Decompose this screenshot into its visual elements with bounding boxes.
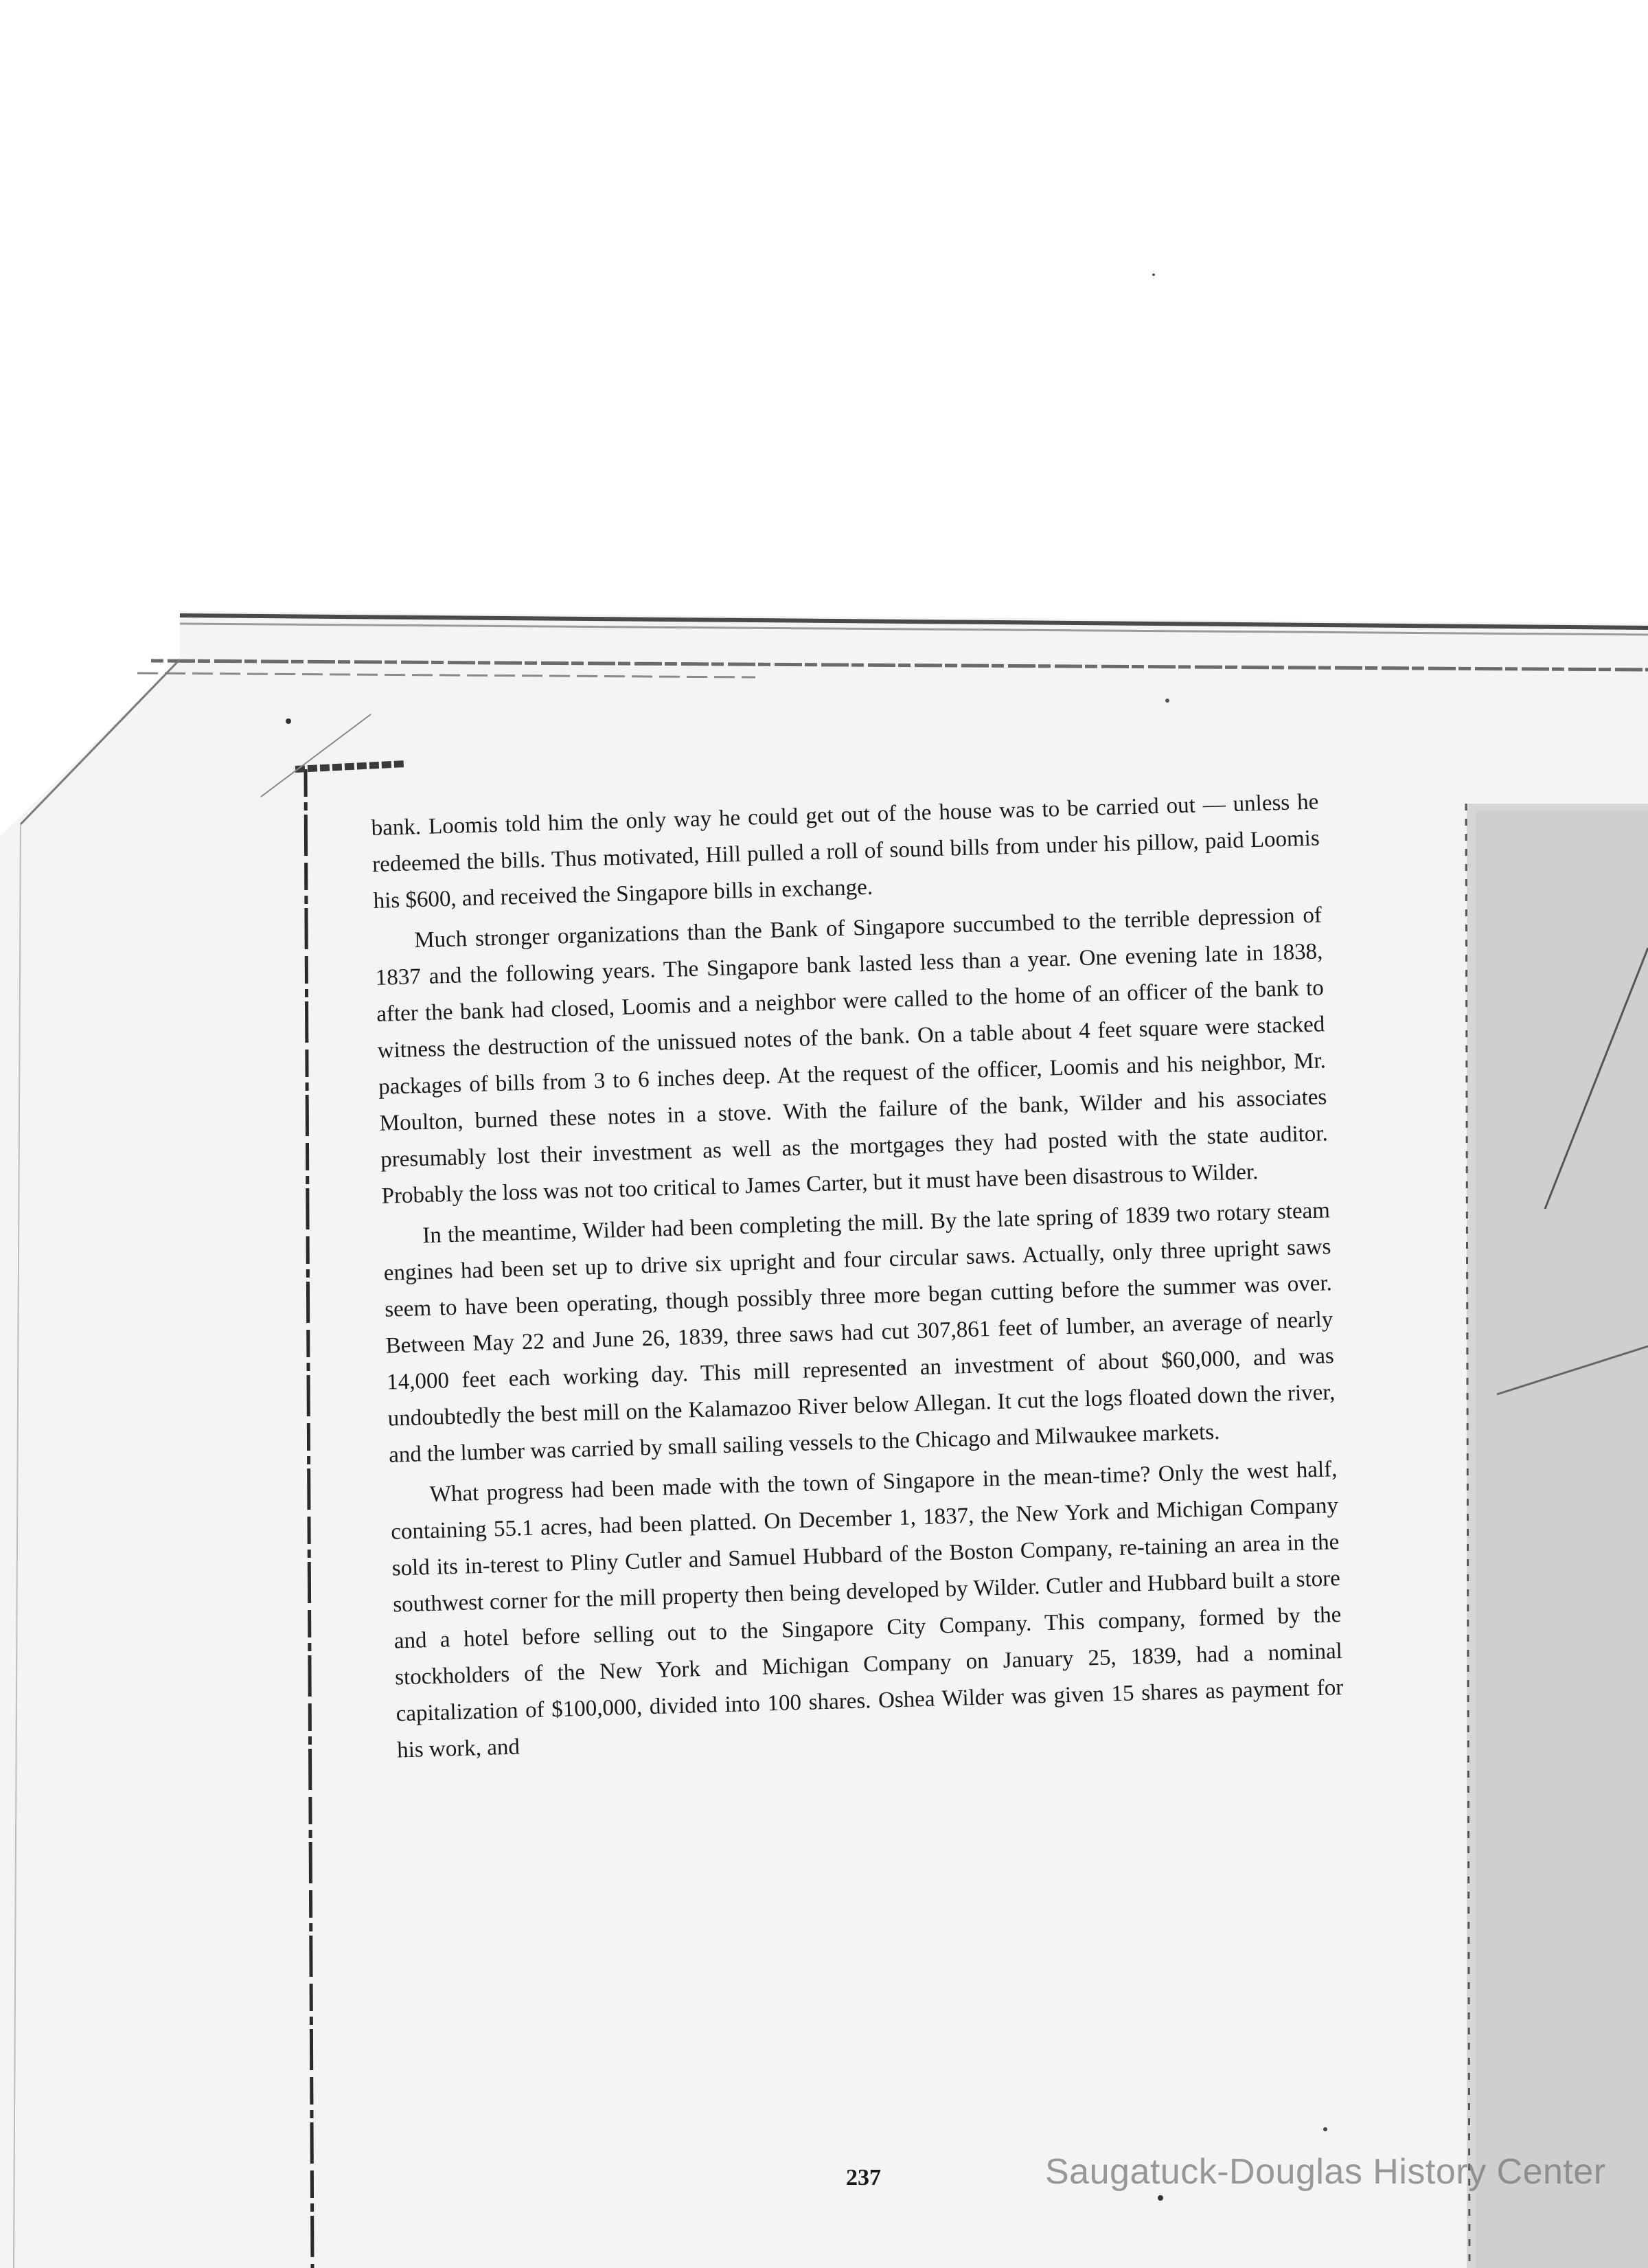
paragraph-1: bank. Loomis told him the only way he could get out of the house was to be carried out — unless he redeemed the bills. Thus motivated, Hill pulled a roll of sound bills from under his pillow, paid Loomis his $600, and received the Singapore bills in exchange. [371,789,1320,914]
watermark-text: Saugatuck-Douglas History Center [1045,2152,1606,2192]
book-page-text [371,784,1345,1773]
paragraph-4: What progress had been made with the town of Singapore in the mean-time? Only the west half, containing 55.1 acres, had been platted. On December 1, 1837, the New York and Michigan Company sold its in-terest to Pliny Cutler and Samuel Hubbard of the Boston Company, re-taining an area in the southwest corner for the mill property then being developed by Wilder. Cutler and Hubbard built a store and a hotel before selling out to the Singapore City Company. This company, formed by the stockholders of the New York and Michigan Company on January 25, 1839, had a nominal capitalization of $100,000, divided into 100 shares. Oshea Wilder was given 15 shares as payment for his work, and [390,1457,1344,1763]
page-number: 237 [846,2165,881,2190]
paragraph-2: Much stronger organizations than the Bank of Singapore succumbed to the terrible depression of 1837 and the following years. The Singapore bank lasted less than a year. One evening late in 1838, after the bank had closed, Loomis and a neighbor were called to the home of an officer of the bank to witness the destruction of the unissued notes of the bank. On a table about 4 feet square were stacked packages of bills from 3 to 6 inches deep. At the request of the officer, Loomis and his neighbor, Mr. Moulton, burned these notes in a stove. With the failure of the bank, Wilder and his associates presumably lost their investment as well as the mortgages they had posted with the state auditor. Probably the loss was not too critical to James Carter, but it must have been disastrous to Wilder. [375,903,1329,1209]
paragraph-3: In the meantime, Wilder had been completing the mill. By the late spring of 1839 two rotary steam engines had been set up to drive six upright and four circular saws. Actually, only three upright saws seem to have been operating, though possibly three more began cutting before the summer was over. Between May 22 and June 26, 1839, three saws had cut 307,861 feet of lumber, an average of nearly 14,000 feet each working day. This mill represented an investment of about $60,000, and was undoubtedly the best mill on the Kalamazoo River below Allegan. It cut the logs floated down the river, and the lumber was carried by small sailing vessels to the Chicago and Milwaukee markets. [383,1198,1336,1468]
